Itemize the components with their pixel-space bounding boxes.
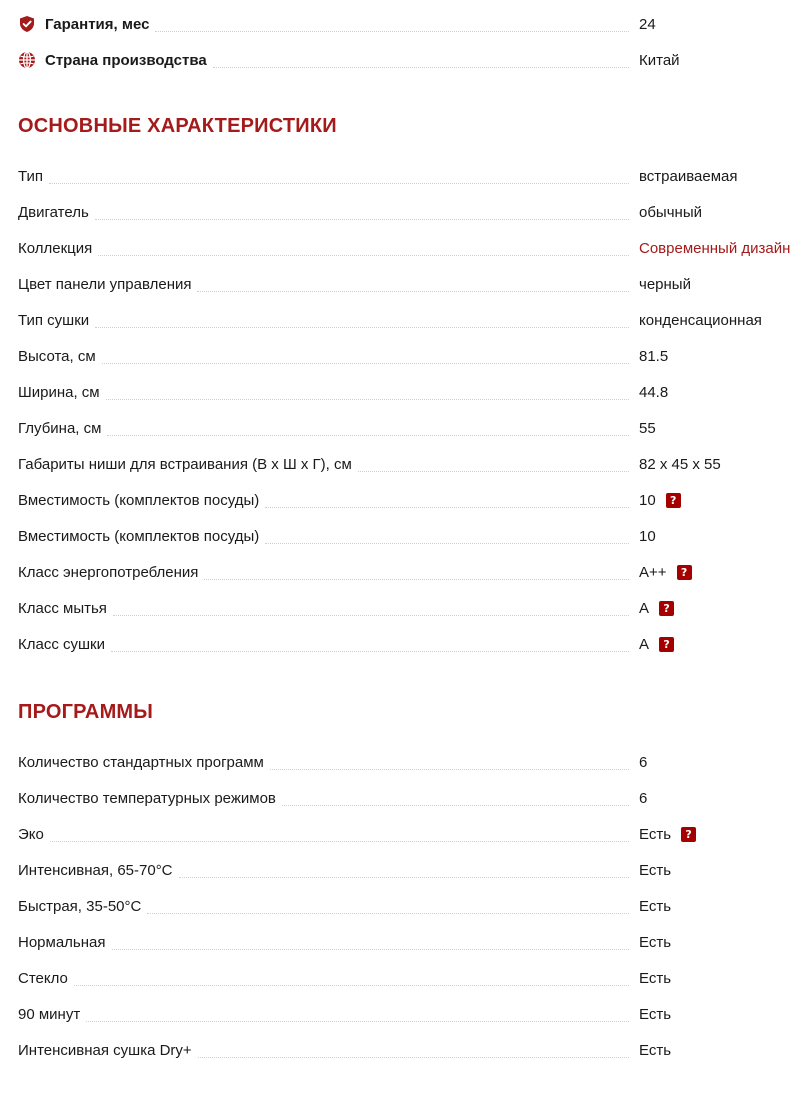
spec-value-text: 10	[639, 491, 656, 509]
spec-value	[639, 528, 656, 545]
spec-value	[639, 1042, 671, 1059]
spec-label: 90 минут	[18, 1005, 81, 1023]
spec-row	[18, 852, 803, 888]
spec-value-text: конденсационная	[639, 311, 762, 329]
spec-value-text: Есть	[639, 969, 672, 987]
dotted-leader	[358, 471, 629, 472]
spec-label: Эко	[18, 825, 44, 843]
dotted-leader	[106, 399, 629, 400]
spec-value	[639, 826, 696, 843]
dotted-leader	[213, 67, 629, 68]
dotted-leader	[107, 435, 629, 436]
spec-row	[18, 1032, 803, 1068]
spec-value	[639, 492, 681, 509]
spec-row	[18, 744, 803, 780]
spec-row	[18, 230, 803, 266]
spec-value-text: Есть	[639, 897, 672, 915]
dotted-leader	[270, 769, 629, 770]
spec-value	[639, 790, 647, 807]
help-icon[interactable]: ?	[677, 565, 692, 580]
spec-value-text: 6	[639, 789, 648, 807]
spec-row	[18, 158, 803, 194]
spec-value-link[interactable]	[639, 240, 790, 257]
dotted-leader	[95, 327, 629, 328]
dotted-leader	[74, 985, 629, 986]
spec-value	[639, 348, 668, 365]
globe-icon	[18, 51, 36, 69]
dotted-leader	[86, 1021, 629, 1022]
spec-value-text: 44.8	[639, 383, 669, 401]
help-icon[interactable]: ?	[659, 637, 674, 652]
spec-value	[639, 934, 671, 951]
spec-label: Количество стандартных программ	[18, 753, 264, 771]
dotted-leader	[155, 31, 629, 32]
spec-label: Тип	[18, 167, 44, 185]
spec-label: Ширина, см	[18, 383, 100, 401]
spec-label: Класс сушки	[18, 635, 105, 653]
spec-value	[639, 204, 702, 221]
dotted-leader	[111, 651, 629, 652]
spec-row	[18, 266, 803, 302]
spec-value: 24	[639, 15, 656, 33]
spec-value-text: 6	[639, 753, 648, 771]
shield-check-icon	[18, 15, 36, 33]
spec-row-warranty	[18, 6, 803, 42]
spec-row	[18, 780, 803, 816]
spec-value-text: Есть	[639, 933, 672, 951]
spec-row	[18, 626, 803, 662]
spec-label: Быстрая, 35-50°C	[18, 897, 142, 915]
spec-value	[639, 970, 671, 987]
spec-label: Нормальная	[18, 933, 106, 951]
spec-label: Тип сушки	[18, 311, 90, 329]
spec-row	[18, 924, 803, 960]
spec-value-text: 82 х 45 х 55	[639, 455, 721, 473]
spec-value-text: Есть	[639, 1005, 672, 1023]
spec-label: Двигатель	[18, 203, 89, 221]
spec-value	[639, 312, 762, 329]
spec-value	[639, 168, 738, 185]
spec-row	[18, 996, 803, 1032]
spec-value	[639, 564, 692, 581]
dotted-leader	[265, 507, 629, 508]
spec-label: Коллекция	[18, 239, 93, 257]
spec-label: Цвет панели управления	[18, 275, 192, 293]
spec-label: Количество температурных режимов	[18, 789, 276, 807]
spec-row	[18, 816, 803, 852]
section-main-characteristics	[18, 108, 803, 662]
dotted-leader	[265, 543, 629, 544]
spec-row	[18, 374, 803, 410]
spec-list	[18, 158, 803, 662]
spec-value	[639, 600, 674, 617]
section-programs	[18, 694, 803, 1068]
dotted-leader	[179, 877, 629, 878]
spec-value	[639, 384, 668, 401]
spec-value-text: 10	[639, 527, 656, 545]
spec-label: Вместимость (комплектов посуды)	[18, 527, 260, 545]
spec-row	[18, 518, 803, 554]
dotted-leader	[95, 219, 629, 220]
spec-value-text: Есть	[639, 861, 672, 879]
dotted-leader	[98, 255, 629, 256]
spec-row	[18, 888, 803, 924]
spec-list	[18, 744, 803, 1068]
spec-row	[18, 590, 803, 626]
spec-value-text: 81.5	[639, 347, 669, 365]
spec-value	[639, 862, 671, 879]
spec-label: Габариты ниши для встраивания (В х Ш х Г), см	[18, 455, 352, 473]
spec-row	[18, 482, 803, 518]
spec-row	[18, 960, 803, 996]
spec-value: Китай	[639, 51, 680, 69]
spec-label: Высота, см	[18, 347, 96, 365]
spec-label: Интенсивная сушка Dry+	[18, 1041, 192, 1059]
dotted-leader	[50, 841, 629, 842]
spec-label: Класс энергопотребления	[18, 563, 199, 581]
spec-row	[18, 554, 803, 590]
spec-row-country	[18, 42, 803, 78]
spec-value	[639, 636, 674, 653]
spec-value	[639, 456, 721, 473]
spec-value-text: обычный	[639, 203, 702, 221]
dotted-leader	[197, 291, 629, 292]
dotted-leader	[204, 579, 629, 580]
spec-row	[18, 338, 803, 374]
spec-value-text: 55	[639, 419, 656, 437]
spec-value-text: A	[639, 635, 650, 653]
spec-label: Гарантия, мес	[45, 15, 150, 33]
spec-label: Глубина, см	[18, 419, 102, 437]
spec-value-text: A++	[639, 563, 667, 581]
spec-row	[18, 410, 803, 446]
section-title: ПРОГРАММЫ	[18, 700, 154, 723]
dotted-leader	[102, 363, 629, 364]
spec-label: Класс мытья	[18, 599, 107, 617]
spec-value-text: Есть	[639, 1041, 672, 1059]
dotted-leader	[112, 949, 630, 950]
dotted-leader	[147, 913, 629, 914]
spec-value-text: встраиваемая	[639, 167, 738, 185]
help-icon[interactable]: ?	[681, 827, 696, 842]
spec-label: Страна производства	[45, 51, 207, 69]
spec-label: Вместимость (комплектов посуды)	[18, 491, 260, 509]
spec-value	[639, 898, 671, 915]
spec-value	[639, 420, 656, 437]
spec-label: Стекло	[18, 969, 68, 987]
spec-label: Интенсивная, 65-70°C	[18, 861, 173, 879]
dotted-leader	[198, 1057, 629, 1058]
dotted-leader	[282, 805, 629, 806]
spec-row	[18, 446, 803, 482]
section-title: ОСНОВНЫЕ ХАРАКТЕРИСТИКИ	[18, 114, 337, 137]
spec-row	[18, 194, 803, 230]
specs-page	[18, 0, 803, 1068]
spec-value	[639, 1006, 671, 1023]
dotted-leader	[49, 183, 629, 184]
spec-value	[639, 276, 691, 293]
dotted-leader	[113, 615, 629, 616]
help-icon[interactable]: ?	[666, 493, 681, 508]
spec-row	[18, 302, 803, 338]
top-specs	[18, 6, 803, 78]
spec-value-text: черный	[639, 275, 691, 293]
spec-value	[639, 754, 647, 771]
help-icon[interactable]: ?	[659, 601, 674, 616]
spec-value-text: A	[639, 599, 650, 617]
spec-value-text[interactable]: Современный дизайн	[639, 239, 791, 257]
spec-value-text: Есть	[639, 825, 672, 843]
